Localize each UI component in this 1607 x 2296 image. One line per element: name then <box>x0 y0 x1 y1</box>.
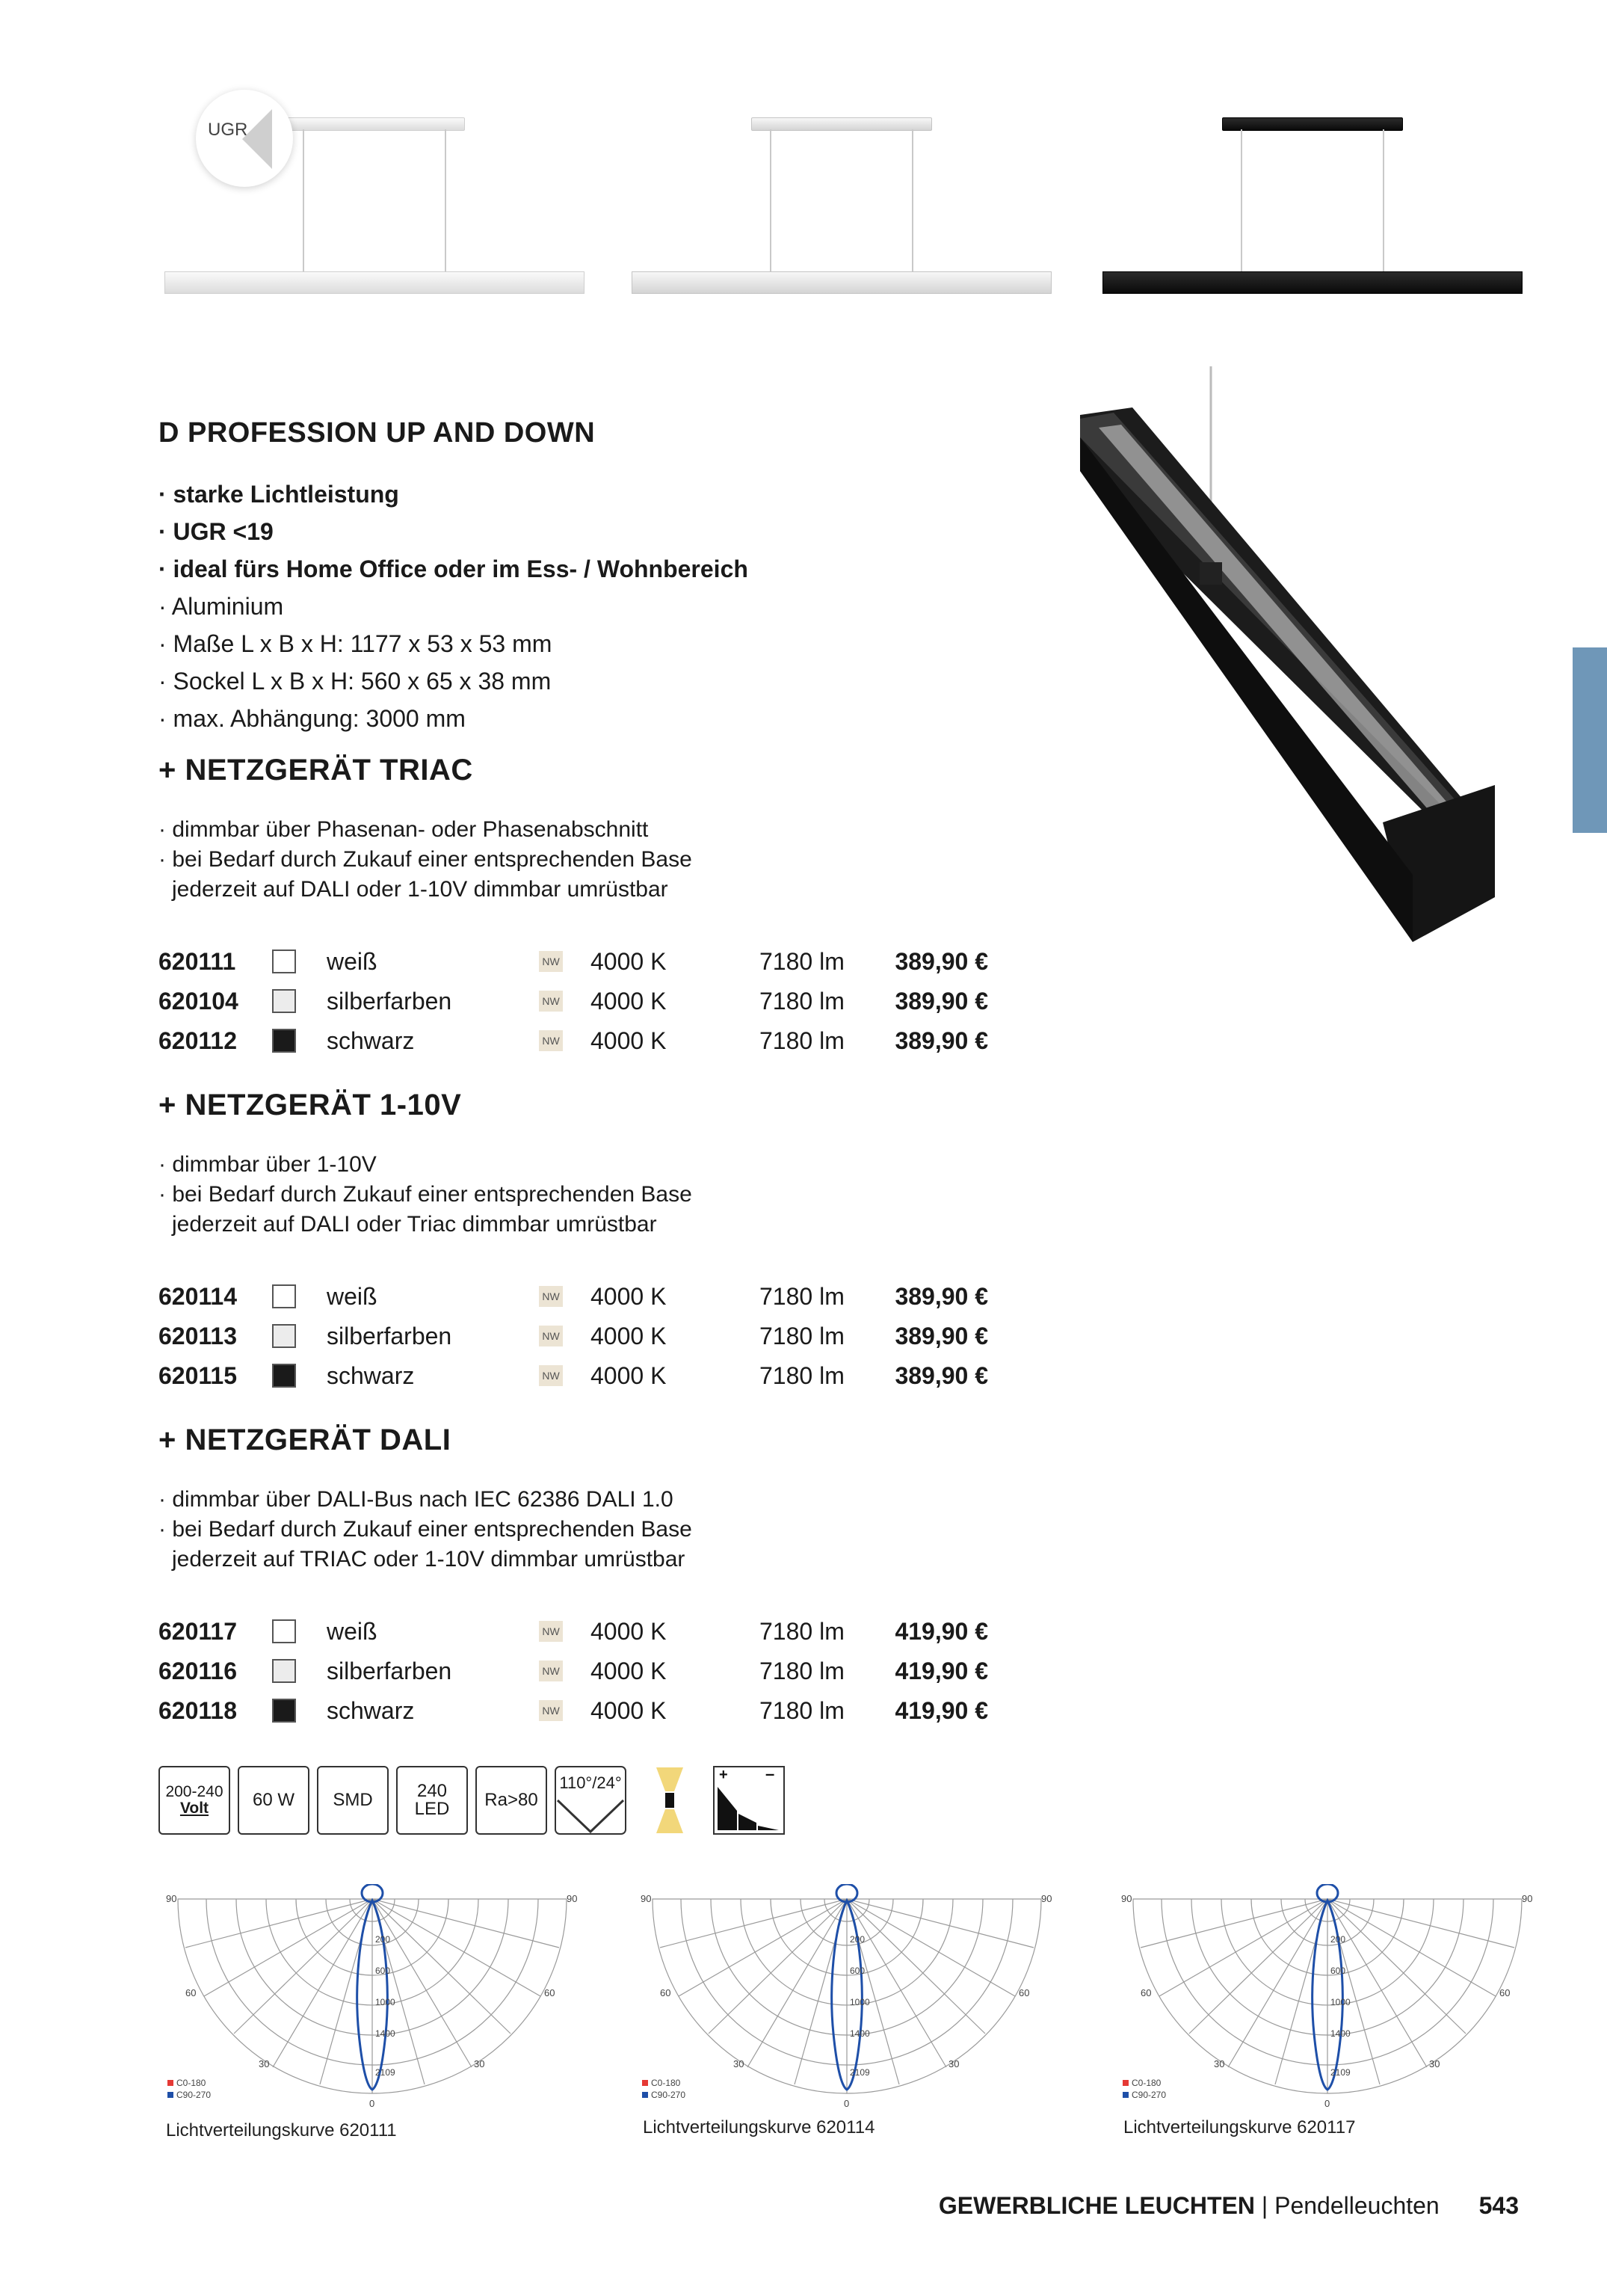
color-swatch <box>272 1659 296 1683</box>
article-number: 620112 <box>158 1027 238 1054</box>
note-item: jederzeit auf DALI oder 1-10V dimmbar umrüstbar <box>172 877 668 902</box>
note-item: · dimmbar über Phasenan- oder Phasenabschnitt <box>158 817 649 842</box>
product-table <box>158 942 988 1061</box>
footer-subcategory: Pendelleuchten <box>1274 2192 1440 2219</box>
led-count-icon <box>396 1766 468 1835</box>
lumen: 7180 lm <box>759 1697 845 1724</box>
ceiling-canopy <box>751 117 932 131</box>
note-item: · dimmbar über 1-10V <box>158 1152 377 1177</box>
ring-label: 1400 <box>850 2028 870 2039</box>
ring-label: 1000 <box>375 1997 395 2007</box>
angle-label: 30 <box>474 2058 485 2069</box>
article-number: 620116 <box>158 1658 238 1684</box>
legend-c90: C90-270 <box>176 2090 212 2100</box>
ring-label: 200 <box>1330 1934 1346 1945</box>
ceiling-canopy <box>1222 117 1403 131</box>
price: 389,90 € <box>895 948 988 975</box>
color-swatch <box>272 1324 296 1348</box>
ring-label: 2109 <box>850 2067 870 2078</box>
luminaire-bar <box>1102 271 1523 294</box>
ring-label: 1000 <box>1330 1997 1351 2007</box>
luminaire-bar <box>632 271 1052 294</box>
page-number: 543 <box>1478 2192 1519 2219</box>
color-temperature: 4000 K <box>590 1027 667 1054</box>
color-name: silberfarben <box>327 1658 452 1684</box>
polar-chart <box>1118 1884 1537 2131</box>
table-row <box>158 1612 988 1652</box>
nw-badge: NW <box>539 1661 563 1681</box>
article-number: 620115 <box>158 1362 238 1389</box>
lumen: 7180 lm <box>759 1362 845 1389</box>
price: 419,90 € <box>895 1658 988 1684</box>
color-temperature: 4000 K <box>590 1323 667 1349</box>
suspension-wire <box>912 129 913 279</box>
nw-badge: NW <box>539 1286 563 1307</box>
note-item: · bei Bedarf durch Zukauf einer entsprechenden Base <box>158 847 692 872</box>
ring-label: 1400 <box>375 2028 395 2039</box>
up-down-graphic <box>634 1766 706 1835</box>
cri-icon <box>475 1766 547 1835</box>
lumen: 7180 lm <box>759 1323 845 1349</box>
price: 419,90 € <box>895 1618 988 1645</box>
beam-angle-value: 110°/24° <box>559 1773 622 1792</box>
wattage-icon <box>238 1766 309 1835</box>
product-title: D PROFESSION UP AND DOWN <box>158 417 596 449</box>
polar-chart <box>638 1884 1056 2131</box>
ring-label: 1000 <box>850 1997 870 2007</box>
smd-label: SMD <box>333 1790 373 1810</box>
feature-item: · Aluminium <box>158 593 284 620</box>
angle-label: 60 <box>185 1987 197 1998</box>
article-number: 620113 <box>158 1323 238 1349</box>
angle-label: 90 <box>1041 1893 1052 1904</box>
section-heading-triac: + NETZGERÄT TRIAC <box>158 754 473 787</box>
color-name: silberfarben <box>327 988 452 1015</box>
ugr-chevron-icon <box>242 109 272 169</box>
article-number: 620118 <box>158 1697 238 1724</box>
product-image-silver <box>632 108 1050 303</box>
price: 419,90 € <box>895 1697 988 1724</box>
angle-label: 30 <box>259 2058 270 2069</box>
polar-diagram <box>1118 1884 1537 2131</box>
nw-badge: NW <box>539 1621 563 1642</box>
color-temperature: 4000 K <box>590 948 667 975</box>
angle-label: 90 <box>166 1893 177 1904</box>
ring-label: 200 <box>375 1934 391 1945</box>
table-row <box>158 1277 988 1317</box>
footer-separator: | <box>1261 2192 1268 2219</box>
article-number: 620114 <box>158 1283 238 1310</box>
section-heading-dali: + NETZGERÄT DALI <box>158 1424 451 1456</box>
product-detail-image <box>1076 366 1495 957</box>
note-item: jederzeit auf DALI oder Triac dimmbar umrüstbar <box>172 1212 657 1237</box>
color-swatch <box>272 989 296 1013</box>
luminaire-bar <box>164 271 584 294</box>
polar-caption: Lichtverteilungskurve 620117 <box>1123 2117 1356 2138</box>
legend-c90: C90-270 <box>1132 2090 1167 2100</box>
ring-label: 200 <box>850 1934 866 1945</box>
table-row <box>158 1652 988 1691</box>
price: 389,90 € <box>895 1283 988 1310</box>
note-item: · dimmbar über DALI-Bus nach IEC 62386 DALI 1.0 <box>158 1487 673 1512</box>
suspension-wire <box>303 129 304 279</box>
angle-label: 60 <box>1499 1987 1511 1998</box>
price: 389,90 € <box>895 1323 988 1349</box>
legend-c0: C0-180 <box>651 2078 681 2088</box>
table-row <box>158 942 988 982</box>
led-label: LED <box>414 1799 450 1819</box>
section-notes <box>158 1150 692 1240</box>
price: 389,90 € <box>895 988 988 1015</box>
color-temperature: 4000 K <box>590 1658 667 1684</box>
table-row <box>158 1356 988 1396</box>
polar-chart <box>163 1884 582 2131</box>
section-notes <box>158 815 692 905</box>
color-swatch <box>272 950 296 973</box>
suspension-wire <box>445 129 446 279</box>
nw-badge: NW <box>539 1700 563 1721</box>
legend-c0: C0-180 <box>176 2078 206 2088</box>
polar-caption: Lichtverteilungskurve 620114 <box>643 2117 875 2138</box>
color-name: schwarz <box>327 1697 415 1724</box>
suspension-wire <box>770 129 771 279</box>
polar-caption: Lichtverteilungskurve 620111 <box>166 2120 397 2140</box>
nw-badge: NW <box>539 951 563 972</box>
ring-label: 600 <box>375 1966 391 1976</box>
table-row <box>158 982 988 1021</box>
color-name: schwarz <box>327 1362 415 1389</box>
ring-label: 1400 <box>1330 2028 1351 2039</box>
ceiling-canopy <box>284 117 465 131</box>
voltage-icon <box>158 1766 230 1835</box>
nw-badge: NW <box>539 1326 563 1346</box>
angle-label: 60 <box>1019 1987 1030 1998</box>
angle-label: 60 <box>1141 1987 1152 1998</box>
up-down-light-icon <box>634 1766 706 1835</box>
dimmable-icon <box>713 1766 785 1835</box>
section-notes <box>158 1485 692 1575</box>
color-name: schwarz <box>327 1027 415 1054</box>
legend-c0: C0-180 <box>1132 2078 1162 2088</box>
color-temperature: 4000 K <box>590 1362 667 1389</box>
angle-label: 0 <box>844 2098 850 2109</box>
color-temperature: 4000 K <box>590 1697 667 1724</box>
product-table <box>158 1612 988 1731</box>
product-table <box>158 1277 988 1396</box>
page-footer <box>939 2192 1519 2220</box>
legend-c90: C90-270 <box>651 2090 686 2100</box>
color-swatch <box>272 1699 296 1723</box>
feature-item: · starke Lichtleistung <box>158 481 399 508</box>
led-count: 240 <box>416 1781 448 1801</box>
angle-label: 30 <box>1429 2058 1440 2069</box>
color-swatch <box>272 1619 296 1643</box>
voltage-range: 200-240 <box>165 1783 223 1800</box>
lumen: 7180 lm <box>759 948 845 975</box>
price: 389,90 € <box>895 1362 988 1389</box>
feature-list <box>158 475 748 737</box>
color-swatch <box>272 1029 296 1053</box>
nw-badge: NW <box>539 1030 563 1051</box>
table-row <box>158 1691 988 1731</box>
section-heading-1-10v: + NETZGERÄT 1-10V <box>158 1089 462 1121</box>
suspension-wire <box>1383 129 1384 279</box>
nw-badge: NW <box>539 991 563 1012</box>
ring-label: 2109 <box>375 2067 395 2078</box>
lumen: 7180 lm <box>759 1283 845 1310</box>
note-item: · bei Bedarf durch Zukauf einer entsprechenden Base <box>158 1517 692 1542</box>
note-item: jederzeit auf TRIAC oder 1-10V dimmbar umrüstbar <box>172 1547 685 1572</box>
feature-item: · Maße L x B x H: 1177 x 53 x 53 mm <box>158 630 552 657</box>
color-swatch <box>272 1364 296 1388</box>
lumen: 7180 lm <box>759 1618 845 1645</box>
color-name: silberfarben <box>327 1323 452 1349</box>
angle-label: 30 <box>949 2058 960 2069</box>
wattage-value: 60 W <box>252 1790 294 1810</box>
feature-item: · max. Abhängung: 3000 mm <box>158 705 466 732</box>
product-image-black <box>1102 108 1521 303</box>
color-name: weiß <box>327 1618 377 1645</box>
article-number: 620117 <box>158 1618 238 1645</box>
suspension-wire <box>1241 129 1242 279</box>
lumen: 7180 lm <box>759 1658 845 1684</box>
angle-label: 90 <box>1522 1893 1533 1904</box>
ring-label: 2109 <box>1330 2067 1351 2078</box>
feature-item: · Sockel L x B x H: 560 x 65 x 38 mm <box>158 668 552 695</box>
voltage-unit: Volt <box>179 1800 209 1817</box>
nw-badge: NW <box>539 1365 563 1386</box>
chapter-tab <box>1573 647 1607 833</box>
color-temperature: 4000 K <box>590 1283 667 1310</box>
polar-diagram <box>163 1884 582 2131</box>
article-number: 620111 <box>158 948 236 975</box>
polar-diagram <box>638 1884 1056 2131</box>
cri-value: Ra>80 <box>484 1790 538 1810</box>
angle-label: 0 <box>1324 2098 1330 2109</box>
table-row <box>158 1317 988 1356</box>
ugr-badge <box>196 90 293 187</box>
ring-label: 600 <box>850 1966 866 1976</box>
ring-label: 600 <box>1330 1966 1346 1976</box>
table-row <box>158 1021 988 1061</box>
ugr-badge-label: UGR <box>208 120 248 140</box>
smd-icon <box>317 1766 389 1835</box>
svg-text:–: – <box>765 1767 775 1783</box>
angle-label: 0 <box>369 2098 375 2109</box>
feature-item: · UGR <19 <box>158 518 274 545</box>
angle-label: 30 <box>733 2058 744 2069</box>
lumen: 7180 lm <box>759 988 845 1015</box>
angle-label: 90 <box>641 1893 652 1904</box>
feature-item: · ideal fürs Home Office oder im Ess- / Wohnbereich <box>158 555 748 582</box>
color-name: weiß <box>327 1283 377 1310</box>
angle-label: 90 <box>567 1893 578 1904</box>
color-swatch <box>272 1284 296 1308</box>
note-item: · bei Bedarf durch Zukauf einer entsprechenden Base <box>158 1182 692 1207</box>
footer-category: GEWERBLICHE LEUCHTEN <box>938 2192 1255 2219</box>
article-number: 620104 <box>158 988 238 1015</box>
beam-angle-icon <box>555 1766 626 1835</box>
dimmable-graphic <box>715 1767 783 1833</box>
color-name: weiß <box>327 948 377 975</box>
color-temperature: 4000 K <box>590 1618 667 1645</box>
angle-label: 60 <box>660 1987 671 1998</box>
angle-label: 60 <box>544 1987 555 1998</box>
angle-label: 30 <box>1214 2058 1225 2069</box>
angle-label: 90 <box>1121 1893 1132 1904</box>
svg-text:+: + <box>719 1767 728 1783</box>
lumen: 7180 lm <box>759 1027 845 1054</box>
price: 389,90 € <box>895 1027 988 1054</box>
color-temperature: 4000 K <box>590 988 667 1015</box>
